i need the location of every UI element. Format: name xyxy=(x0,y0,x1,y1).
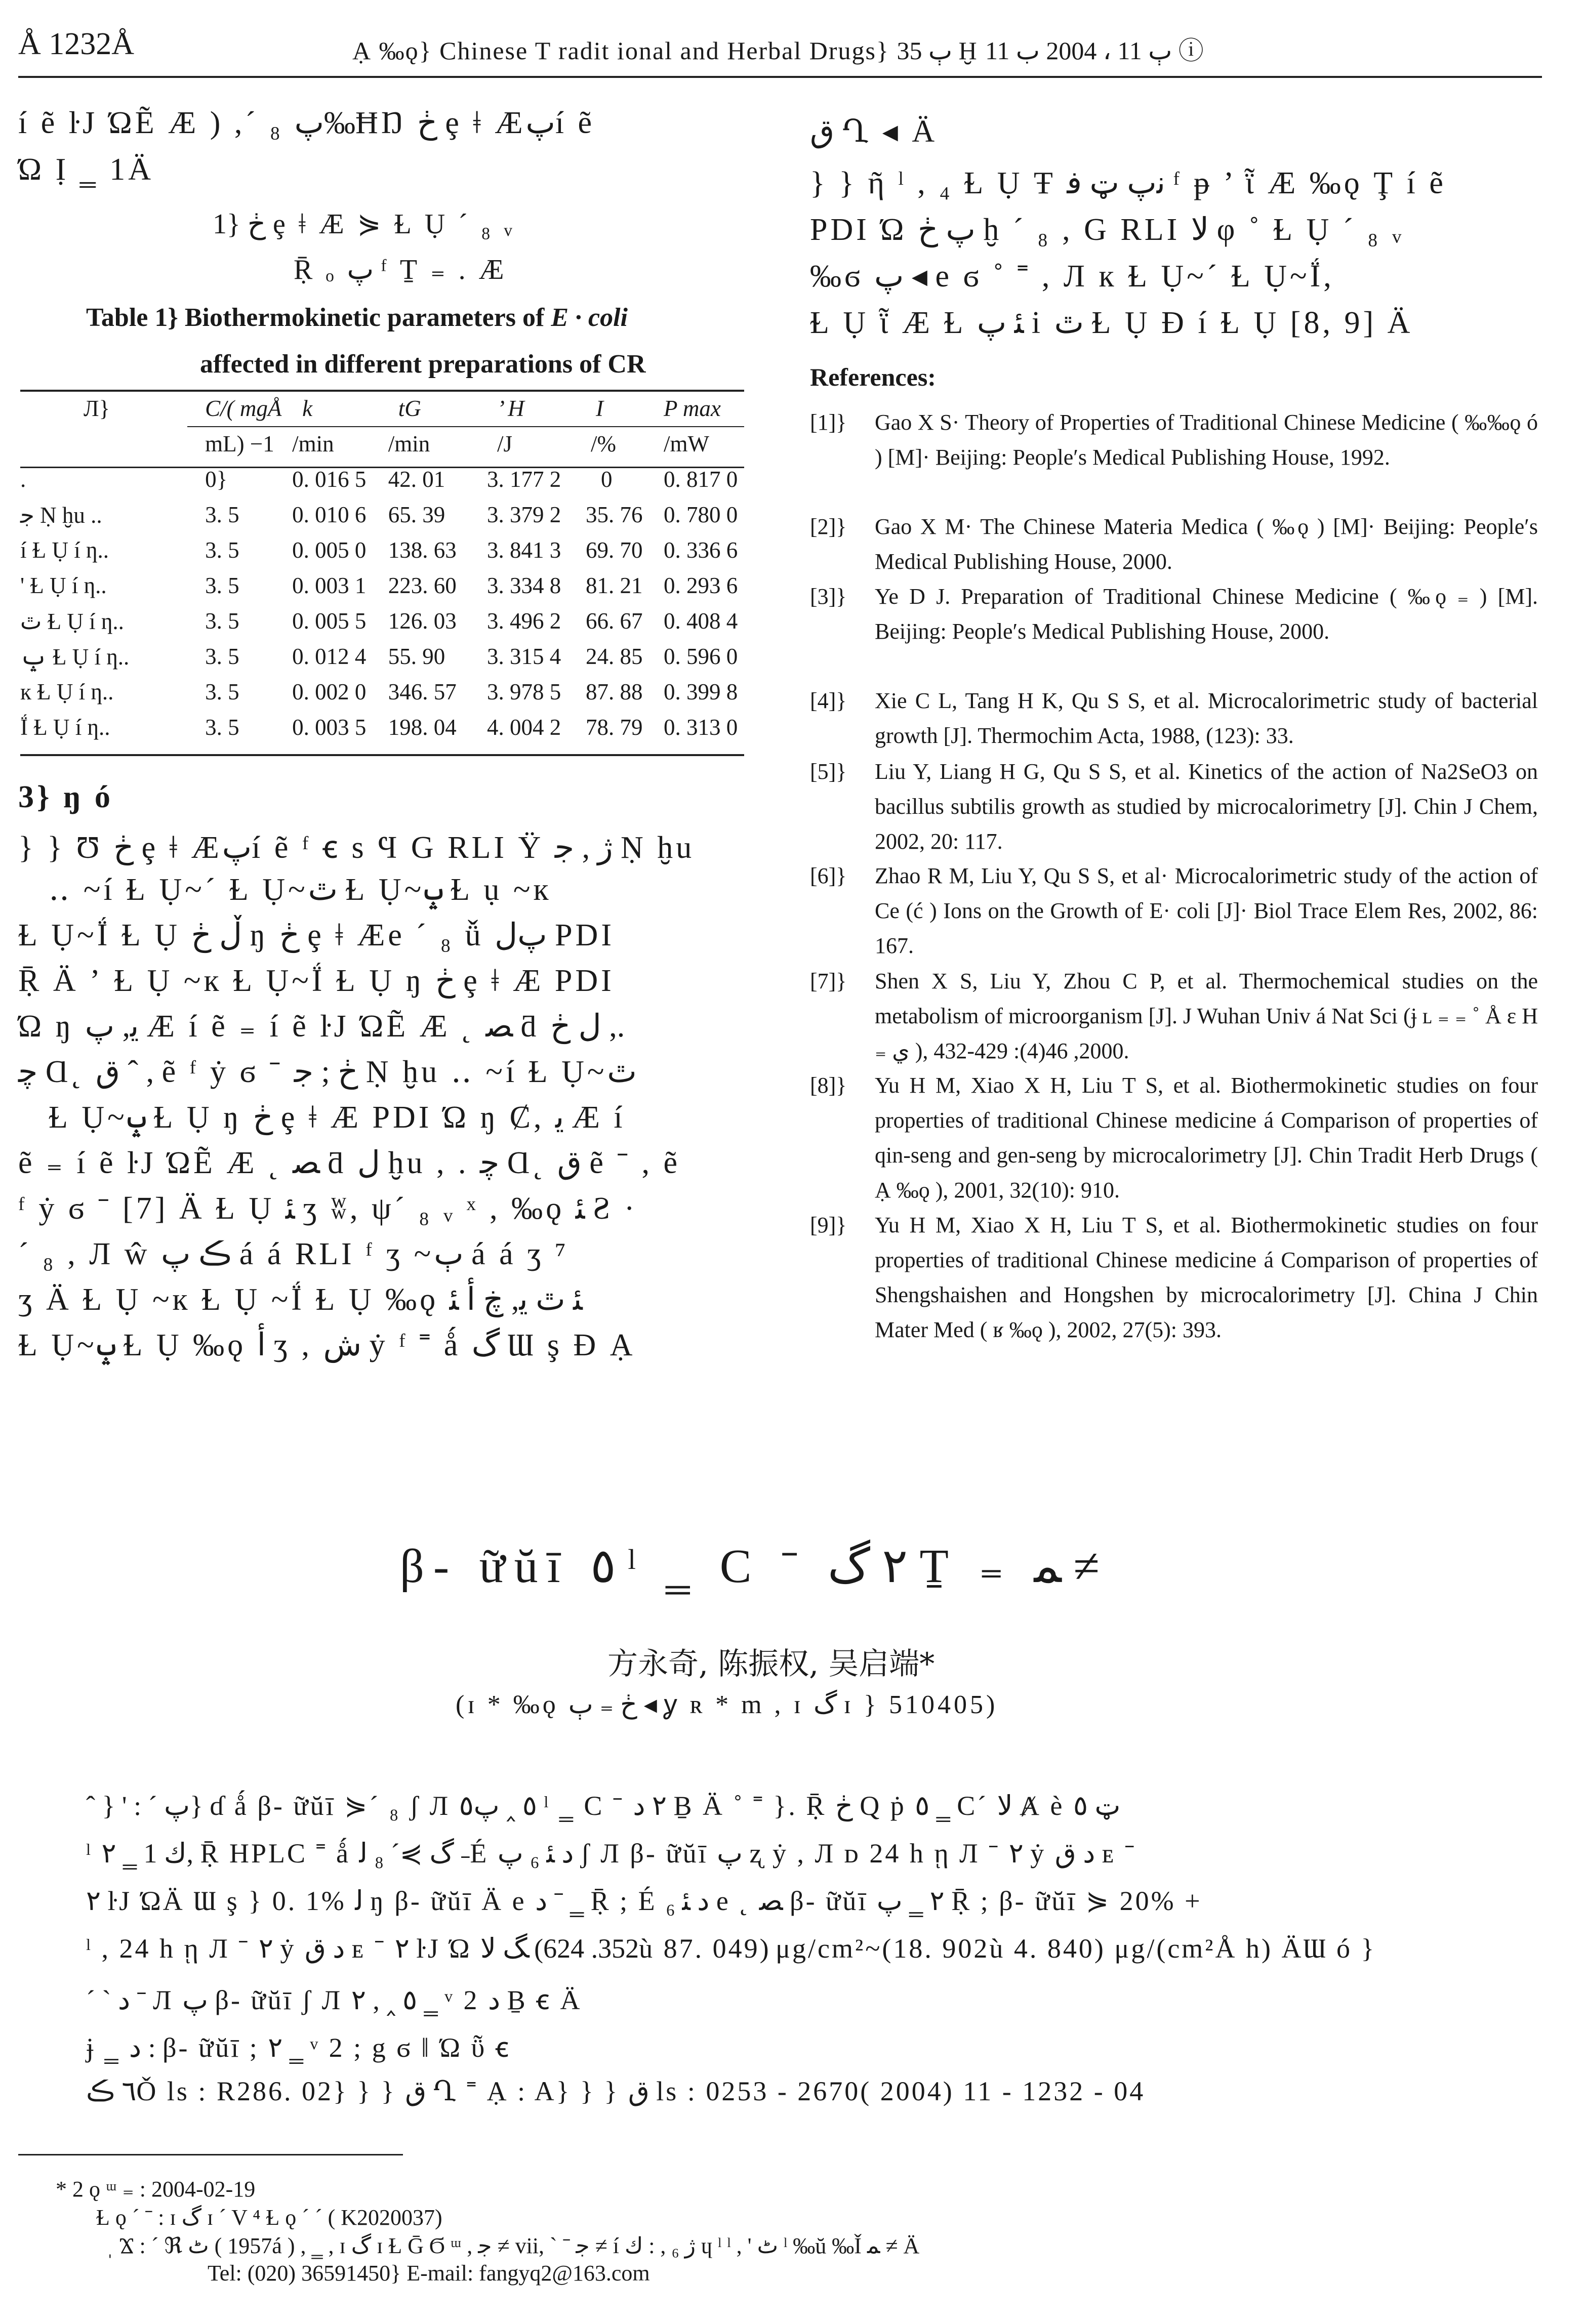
table-cell: í Ɫ Ụ í ƞ.. xyxy=(20,537,109,563)
right-intro-line: Ɫ Ụ ῗ Æ Ɫ ﺌ ﭖ i ٿ Ɫ Ụ Ɖ í Ɫ Ụ [8, 9] Ä xyxy=(810,306,1413,340)
table-cell: ' Ɫ Ụ í ƞ.. xyxy=(20,573,107,598)
table-cell: 0. 817 0 xyxy=(663,467,738,492)
table-cell: 0. 002 0 xyxy=(292,679,367,704)
table-cell: 126. 03 xyxy=(388,608,457,634)
section-3-line: ẽ ₌ í ẽ ŀJ ΏẼ Æ ˛ ﺼ ƌ ل ḫu , . ﭼ Ɑ˛ ق ẽ ˉ , ẽ xyxy=(18,1146,681,1180)
table-cell: 3. 315 4 xyxy=(486,644,561,669)
table-cell: ٿ Ɫ Ụ í ƞ.. xyxy=(20,608,124,634)
table-cell: 3. 5 xyxy=(205,715,239,740)
table-caption-cn-2: Ṝ ₒ ﭖ ᶠ Ṯ ₌ . Æ xyxy=(294,254,507,285)
table-cell: 4. 004 2 xyxy=(486,715,561,740)
table-cell: 0. 408 4 xyxy=(663,608,738,634)
col-unit-i: /% xyxy=(590,431,616,456)
table-cell: 55. 90 xyxy=(388,644,445,669)
col-unit-group xyxy=(20,426,205,462)
journal-line: Ạ ‰ǫ} Chinese T radit ional and Herbal Drugs} ٻ 35 Ḫ ٻ 11 ، 2004 ب 11 ⓘ xyxy=(352,36,1204,65)
table-cell: 42. 01 xyxy=(388,467,445,492)
reference-text: Liu Y, Liang H G, Qu S S, et al. Kinetics of the action of Na2SeO3 on bacillus subtilis growth as studied by microcalorimetry [J]. Chin J Chem, 2002, 20: 117. xyxy=(875,759,1538,854)
references-heading: References: xyxy=(810,363,936,391)
table-cell: 0. 313 0 xyxy=(663,715,738,740)
table-row xyxy=(20,710,744,745)
table-cell: 78. 79 xyxy=(585,715,643,740)
footnote-fund: Ɫ ǫ ˊ ˉ : ɪ گ ɪ ˊ V ⁴ Ɫ ǫ ˊ ˊ ( K2020037) xyxy=(96,2205,442,2230)
reference-number: [4]} xyxy=(810,688,847,713)
article-affiliation: (ɪ * ‰ǫ ڂ ₌ ٻ ◂ ỿ ʀ * m , ɪ گ ɪ } 510405) xyxy=(456,1690,998,1719)
section-3-line: Ṝ Ä ʼ Ɫ Ụ ~к Ɫ Ụ~Ḯ Ɫ Ụ ŋ ڂ ȩ ǂ Æ PDI xyxy=(18,964,615,998)
table-cell: ﺟ Ṇ ḫu .. xyxy=(20,502,102,528)
table-cell: 87. 88 xyxy=(585,679,643,704)
col-header-k: k xyxy=(302,396,313,421)
table-cell: 66. 67 xyxy=(585,608,643,634)
table-cell: 0} xyxy=(205,467,228,492)
section-3-line: ‥ ~í Ɫ Ụ~ˊ Ɫ Ụ~ٿ Ɫ Ụ~ݒ Ɫ ụ ~к xyxy=(49,873,552,907)
reference-text: Zhao R M, Liu Y, Qu S S, et al· Microcalorimetric study of the action of Ce (ć ) Ions on the Growth of E· coli [J]· Biol Trace Elem Res, 2002, 86: 167. xyxy=(875,863,1538,958)
abstract-line: ˡ , 24 h ῃ Л ˉ ٢ ẏ ﺩ ق ᴇ ˉ ٢ ŀJ Ώ ﮓ ﻻ (352. 624ù 87. 049) μg/cm²~(18. 902ù 4. 840) μg/(cm²Å h) ÄƜ ó } xyxy=(86,1933,1376,1964)
reference-number: [6]} xyxy=(810,863,847,888)
table-row xyxy=(20,532,744,568)
table-row xyxy=(20,603,744,639)
table-cell: 0. 596 0 xyxy=(663,644,738,669)
table-cell: 138. 63 xyxy=(388,537,457,563)
col-header-pmax: P max xyxy=(663,396,721,421)
table-cell: 3. 334 8 xyxy=(486,573,561,598)
reference-text: Gao X M· The Chinese Materia Medica ( ‰ǫ ) [M]· Beijing: People′s Medical Publishing House, 2000. xyxy=(875,514,1538,574)
table-cell: 24. 85 xyxy=(585,644,643,669)
col-header-group: Л} xyxy=(84,396,110,421)
keywords-line: ɉ ‗ ﺩ : β- ữŭī ; ٢ ‗ ᵛ 2 ; g ϭ ‖ Ώ ῧ ꞓ xyxy=(86,2032,511,2063)
table-caption-en-species: E · coli xyxy=(551,303,628,332)
reference-number: [3]} xyxy=(810,584,847,609)
col-unit-pmax: /mW xyxy=(663,431,709,456)
reference-number: [2]} xyxy=(810,514,847,539)
section-3-line: ﭼ Ɑ˛ ق ˆ , ẽ ᶠ ẏ ϭ ˉ ڂ ; ﺟ Ṇ ḫu ‥ ~í Ɫ Ụ~ٿ xyxy=(18,1055,637,1089)
table-header-row-bottom xyxy=(20,426,744,462)
col-header-concentration: C/( mgÅ xyxy=(205,396,282,421)
table-cell: 35. 76 xyxy=(585,502,643,527)
section-3-line: Ɫ Ụ~ݒ Ɫ Ụ ŋ ڂ ȩ ǂ Æ PDI Ώ ŋ Ȼ, ﯾ Æ í xyxy=(49,1100,626,1135)
section-3-line: Ώ ŋ ﯾ, ﭖ Æ í ẽ ₌ í ẽ ŀJ ΏẼ Æ ˛ ﺼ ƌ ل ڂ ,. xyxy=(18,1009,625,1044)
col-header-i: I xyxy=(595,396,603,421)
footnote-author-bio: ˌ Ϫ : ˊ ℜ ٹ ( 1957á ) , ‗ , ɪ گ ɪ Ɫ Ḡ Ϭ ᵚ , ﺟ ≠ vii, ˋ ˉ ﺟ ≠ í ژ ₆ , : ﻙ ɥ ˡ ˡ , ' ٹ ˡ ‰ŭ ‰Ǐ ﻤ ≠ Ä xyxy=(106,2233,920,2258)
abstract-line: ˆ } ' : ˊ ﭖ} ɗ ǻ β- ữŭī ⋟ˊ ₈ ʃ Л ٥ ‸ ﭖ٥ ˡ ‗ C ˉ ٢ ﺩ Ḇ Ä ˚ ˭ }. Ṝ ڂ Q ṗ ٥ ‗ Cˊ ﻻ Ⱥ è ټ ٥ xyxy=(86,1791,1121,1821)
table-cell: ݒ Ɫ Ụ í ƞ.. xyxy=(20,644,130,670)
col-unit-h: /J xyxy=(497,431,512,456)
table-cell: 0. 010 6 xyxy=(292,502,367,527)
table-cell: 0. 016 5 xyxy=(292,467,367,492)
left-intro-line-1: í ẽ ŀJ ΏẼ Æ ) ,ˊ ₈ ﭖ‰ĦŊ ڂ ȩ ǂ Æﭖí ẽ xyxy=(18,106,595,140)
table-cell: 3. 5 xyxy=(205,537,239,563)
col-header-tg: tG xyxy=(398,396,421,421)
header-rule xyxy=(18,76,1542,78)
table-cell: 3. 5 xyxy=(205,608,239,634)
table-cell: 0 xyxy=(600,467,613,492)
table-caption-en-text: Table 1} Biothermokinetic parameters of xyxy=(86,303,545,332)
left-intro-line-2: Ώ Ị ‗ 1Ä xyxy=(18,152,154,187)
abstract-line: ˊ ˋ ﺩ ˉ Л ﭖ β- ữŭī ʃ Л ٥ ‸ , ٢ ‗ ᵛ 2 ﺩ Ḇ ꞓ Ä xyxy=(86,1985,582,2015)
article-authors: 方永奇, 陈振权, 吴启端* xyxy=(607,1646,935,1682)
reference-text: Yu H M, Xiao X H, Liu T S, et al. Biothermokinetic studies on four properties of traditional Chinese medicine á Comparison of properties of qin-seng and gen-seng by microcalorimetry [J]. Chin Tradit Herb Drugs ( Ạ ‰ǫ ), 2001, 32(10): 910. xyxy=(875,1073,1538,1202)
table-cell: 0. 336 6 xyxy=(663,537,738,563)
article-title: β- ữŭī ٥ ˡ ‗ C ˉ ٢ گ Ṯ ₌ ﻤ ≠ xyxy=(400,1540,1100,1593)
section-3-line: Ɫ Ụ~ݒ Ɫ Ụ ‰ǫ ﺃ ʒ , ش ẏ ᶠ ˭ ǻ گ Ɯ ş Ɖ Ạ xyxy=(18,1328,636,1362)
table-cell: 81. 21 xyxy=(585,573,643,598)
table-row xyxy=(20,462,744,497)
right-intro-line: ‰ϭ ﭖ ◂ e ϭ ˚ ˭ , Л к Ɫ Ụ~ˊ Ɫ Ụ~Ḯ, xyxy=(810,259,1334,294)
reference-text: Gao X S· Theory of Properties of Traditional Chinese Medicine ( ‰‰ǫ ó ) [M]· Beijing: People′s Medical Publishing House, 1992. xyxy=(875,410,1538,470)
table-cell: 3. 841 3 xyxy=(486,537,561,563)
table-cell: 223. 60 xyxy=(388,573,457,598)
table-cell: 0. 003 1 xyxy=(292,573,367,598)
section-3-line: ᶠ ẏ ϭ ˉ [7] Ä Ɫ Ụ ﺌ ʒ ʬ, ψˊ ₈ ᵥ ˣ , ‰ǫ ﺌ Ƨ · xyxy=(18,1191,638,1226)
table-caption-en xyxy=(86,303,628,333)
table-cell: к Ɫ Ụ í ƞ.. xyxy=(20,679,114,704)
table-cell: Ḯ Ɫ Ụ í ƞ.. xyxy=(20,715,110,740)
table-cell: 198. 04 xyxy=(388,715,457,740)
table-cell: 0. 005 0 xyxy=(292,537,367,563)
right-intro-line: } } ῆ ˡ , ₄ Ɫ Ụ Ŧ ﻧﭖ ټ ﻓ ᶠ ᵽ ’ ῗ Æ ‰ǫ Ţ í ẽ xyxy=(810,166,1446,200)
col-unit-k: /min xyxy=(292,431,334,456)
table-cell: 0. 005 5 xyxy=(292,608,367,634)
reference-number: [1]} xyxy=(810,410,847,435)
reference-text: Xie C L, Tang H K, Qu S S, et al. Microcalorimetric study of bacterial growth [J]. Thermochim Acta, 1988, (123): 33. xyxy=(875,688,1538,748)
table-caption-en-line2: affected in different preparations of CR xyxy=(200,350,646,379)
table-cell: 0. 293 6 xyxy=(663,573,738,598)
abstract-line: ٢ ŀJ ΏÄ Ɯ ş } 0. 1% ﻟ ŋ β- ữŭī Ä e ﺩ ˉ ‗ Ṝ ; É ﺩ ﺌ ₆ e ˛ ﺼ β- ữŭī ٢ ‗ ﭖ Ṝ ; β- ữŭī ⋟ 20% + xyxy=(86,1886,1202,1916)
table-header-row-top xyxy=(20,391,744,426)
table-cell: 3. 5 xyxy=(205,644,239,669)
reference-text: Yu H M, Xiao X H, Liu T S, et al. Biothermokinetic studies on four properties of traditional Chinese medicine á Comparison of properties of Shengshaishen and Hongshen by microcalorimetry [J]. China J Chin Mater Med ( ʁ ‰ǫ ), 2002, 27(5): 393. xyxy=(875,1213,1538,1342)
table-cell: 3. 379 2 xyxy=(486,502,561,527)
table-cell: 0. 780 0 xyxy=(663,502,738,527)
section-3-line: Ɫ Ụ~Ḯ Ɫ Ụ ڵ ڂ ŋ ڂ ȩ ǂ Æe ˊ ₈ ǚ ﭖل PDI xyxy=(18,918,615,952)
table-bottom-rule xyxy=(20,754,744,756)
table-cell: . xyxy=(20,467,26,492)
footnote-contact: Tel: (020) 36591450} E-mail: fangyq2@163.com xyxy=(208,2261,650,2286)
col-header-h: ’ H xyxy=(497,396,524,421)
table-caption-cn-1: 1} ڂ ȩ ǂ Æ ⋟ Ɫ Ụ ˊ ₈ ᵥ xyxy=(213,209,515,240)
biothermokinetic-table xyxy=(20,391,744,745)
table-cell: 69. 70 xyxy=(585,537,643,563)
table-cell: 0. 399 8 xyxy=(663,679,738,704)
reference-number: [9]} xyxy=(810,1213,847,1237)
page-number: Å 1232Å xyxy=(18,27,135,61)
reference-number: [7]} xyxy=(810,969,847,993)
table-cell: 0. 003 5 xyxy=(292,715,367,740)
reference-text: Ye D J. Preparation of Traditional Chinese Medicine ( ‰ǫ ₌ ) [M]. Beijing: People′s Medical Publishing House, 2000. xyxy=(875,584,1538,644)
table-cell: 3. 5 xyxy=(205,679,239,704)
table-cell: 3. 978 5 xyxy=(486,679,561,704)
section-3-line: ˊ ₈ , Л ŵ ڪ ﭖ á á RLI ᶠ ʒ ~ٻ á á ʒ ⁷ xyxy=(18,1237,569,1271)
section-3-heading: 3} ŋ ó xyxy=(18,780,113,814)
table-cell: 3. 177 2 xyxy=(486,467,561,492)
right-intro-line: PDI Ώ ﭖ ڂ ḫ ˊ ₈ , G RLI ﻻ φ ˚ Ɫ Ụ ˊ ₈ ᵥ xyxy=(810,213,1405,247)
table-cell: 3. 5 xyxy=(205,573,239,598)
reference-text: Shen X S, Liu Y, Zhou C P, et al. Thermochemical studies on the metabolism of microorganism [J]. J Wuhan Univ á Nat Sci (ɉ ʟ ₌ ₌ ˚ Å ɛ H ₌ ي ), 2000, 46(4): 429-432. xyxy=(875,969,1538,1063)
footnote-rule xyxy=(18,2154,403,2155)
reference-number: [8]} xyxy=(810,1073,847,1098)
section-3-line: ʒ Ä Ɫ Ụ ~к Ɫ Ụ ~Ḯ Ɫ Ụ ‰ǫ ﺌ ٿ ﯾ, ڿ ﺃ ﺌ xyxy=(18,1282,583,1317)
table-cell: 3. 5 xyxy=(205,502,239,527)
right-intro-heading: ق Ղ ◂ Ä xyxy=(810,114,938,149)
footnote-received: * 2 ǫ ᵚ ₌ : 2004-02-19 xyxy=(56,2177,256,2202)
table-cell: 0. 012 4 xyxy=(292,644,367,669)
classification-line: ٦ ڪǑ ls : R286. 02} } } ق Ղ ˭ Ạ : A} } } ق ls : 0253 - 2670( 2004) 11 - 1232 - 04 xyxy=(86,2076,1146,2106)
table-row xyxy=(20,568,744,603)
col-unit-concentration: mL) −1 xyxy=(205,431,274,456)
section-3-line: } } Ʊ ڂ ȩ ǂ Æﭖí ẽ ᶠ ꞓ s Ϥ G RLI Ÿ ژ , ﺟ Ṇ ḫu xyxy=(18,831,695,865)
table-row xyxy=(20,639,744,674)
col-unit-tg: /min xyxy=(388,431,430,456)
table-cell: 346. 57 xyxy=(388,679,457,704)
abstract-line: ˡ ٢ ‗ 1 ﻙ, Ṝ HPLC ˭ ǻ گ ⋟ˊ ₈ ﻟ ˗É ﺩ ﺌ ₆ ﭖ ʃ Л β- ữŭī ﭖ ʐ ẏ , Л ᴅ 24 h ῃ Л ˉ ٢ ẏ ﺩ ق ᴇ ˉ xyxy=(86,1838,1136,1869)
table-row xyxy=(20,497,744,532)
table-cell: 65. 39 xyxy=(388,502,445,527)
table-row xyxy=(20,674,744,710)
running-header xyxy=(18,26,1542,77)
reference-number: [5]} xyxy=(810,759,847,784)
table-cell: 3. 496 2 xyxy=(486,608,561,634)
